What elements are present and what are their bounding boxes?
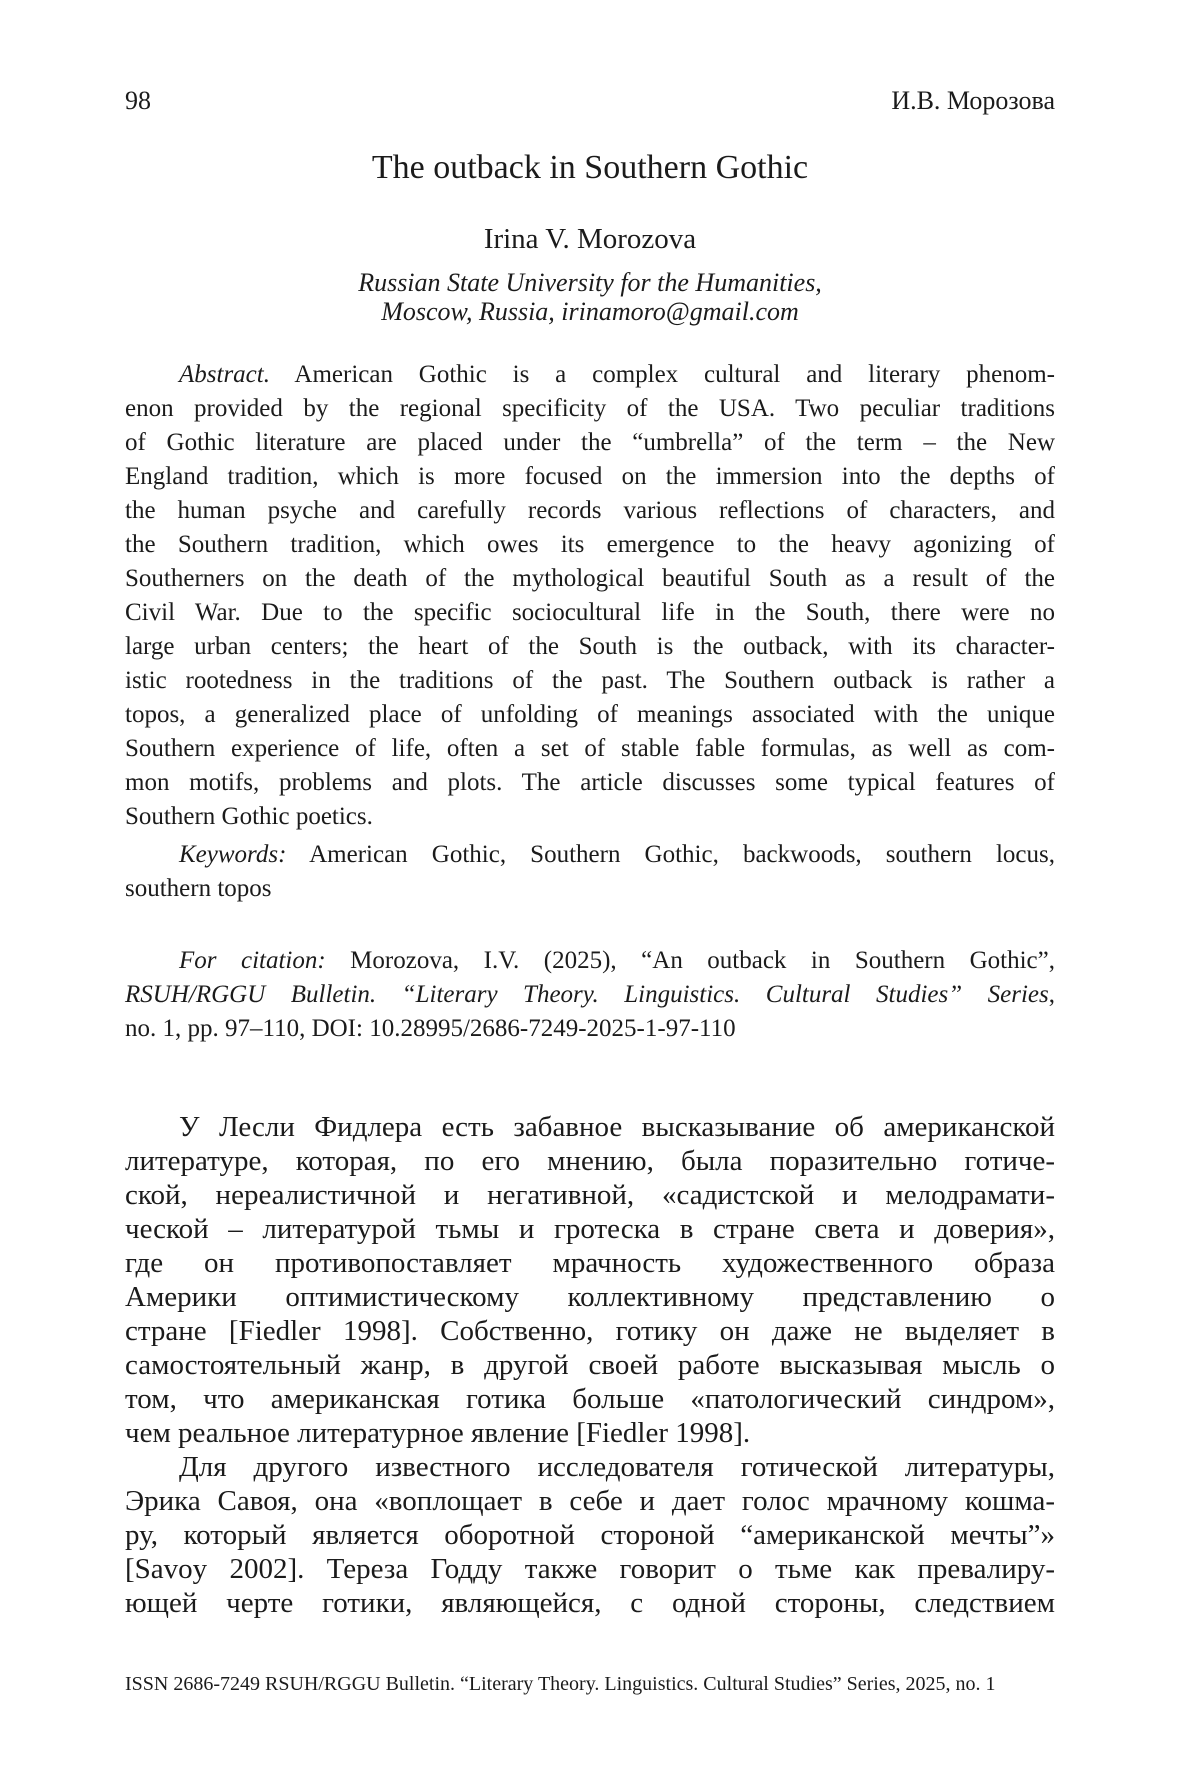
text-run: large urban centers; the heart of the South is the outback, with its character- (125, 633, 1055, 660)
text-run: Эрика Савоя, она «воплощает в себе и дает голос мрачному кошма- (125, 1485, 1055, 1517)
text-run: ской, нереалистичной и негативной, «садистской и мелодрамати- (125, 1179, 1055, 1211)
text-run: [Savoy 2002]. Тереза Годду также говорит о тьме как превалиру- (125, 1553, 1055, 1585)
text-line (125, 494, 1055, 528)
text-line (125, 1280, 1055, 1314)
italic-text-run: RSUH/RGGU Bulletin. “Literary Theory. Linguistics. Cultural Studies” Series (125, 981, 1049, 1008)
text-line (125, 1416, 1055, 1450)
text-line (125, 1144, 1055, 1178)
text-run: ющей черте готики, являющейся, с одной стороны, следствием (125, 1587, 1055, 1619)
text-line (125, 392, 1055, 426)
text-run: Southern Gothic poetics. (125, 803, 373, 830)
text-line (125, 1348, 1055, 1382)
text-run: of Gothic literature are placed under the “umbrella” of the term – the New (125, 429, 1055, 456)
page-content (125, 0, 1055, 1780)
text-run: England tradition, which is more focused on the immersion into the depths of (125, 463, 1055, 490)
text-run: American Gothic is a complex cultural and literary phenom- (269, 361, 1055, 388)
text-line (125, 1484, 1055, 1518)
text-line (125, 766, 1055, 800)
text-run: литературе, которая, по его мнению, была поразительно готиче- (125, 1145, 1055, 1177)
text-line (125, 1586, 1055, 1620)
text-run: topos, a generalized place of unfolding of meanings associated with the unique (125, 701, 1055, 728)
abstract-paragraph (125, 358, 1055, 834)
text-line (125, 1110, 1055, 1144)
text-line (125, 562, 1055, 596)
italic-text-run: Abstract. (179, 361, 270, 388)
text-run: Southern experience of life, often a set of stable fable formulas, as well as com- (125, 735, 1055, 762)
text-run: том, что американская готика больше «патологический синдром», (125, 1383, 1055, 1415)
author-name: Irina V. Morozova (483, 223, 697, 255)
text-line (125, 1382, 1055, 1416)
text-line (125, 732, 1055, 766)
text-run: mon motifs, problems and plots. The article discusses some typical features of (125, 769, 1055, 796)
text-line (125, 838, 1055, 872)
text-run: no. 1, pp. 97–110, DOI: 10.28995/2686-7249-2025-1-97-110 (125, 1015, 736, 1042)
text-line (125, 1518, 1055, 1552)
text-line (125, 698, 1055, 732)
text-line (125, 630, 1055, 664)
text-line (125, 1246, 1055, 1280)
running-head-author: И.В. Морозова (891, 86, 1055, 115)
affiliation-line-1: Russian State University for the Humanities, (358, 268, 822, 297)
italic-text-run: Keywords: (179, 841, 287, 868)
text-run: enon provided by the regional specificity of the USA. Two peculiar traditions (125, 395, 1055, 422)
text-run: , (1048, 981, 1055, 1008)
text-line (125, 426, 1055, 460)
text-line (125, 460, 1055, 494)
text-line (125, 1552, 1055, 1586)
text-run: Civil War. Due to the specific sociocultural life in the South, there were no (125, 599, 1055, 626)
text-run: the Southern tradition, which owes its emergence to the heavy agonizing of (125, 531, 1055, 558)
running-header (125, 86, 1055, 116)
text-run: где он противопоставляет мрачность художественного образа (125, 1247, 1055, 1279)
keywords-paragraph (125, 838, 1055, 906)
text-run: стране [Fiedler 1998]. Собственно, готику он даже не выделяет в (125, 1315, 1055, 1347)
affiliation-line-2: Moscow, Russia, irinamoro@gmail.com (381, 297, 799, 326)
citation-paragraph (125, 944, 1055, 1046)
text-run: American Gothic, Southern Gothic, backwoods, southern locus, (286, 841, 1055, 868)
text-run: istic rootedness in the traditions of the past. The Southern outback is rather a (125, 667, 1055, 694)
text-line (125, 1314, 1055, 1348)
text-run: чем реальное литературное явление [Fiedler 1998]. (125, 1417, 751, 1449)
text-line (125, 358, 1055, 392)
text-run: Для другого известного исследователя готической литературы, (179, 1451, 1055, 1483)
text-run: Америки оптимистическому коллективному представлению о (125, 1281, 1055, 1313)
text-run: ру, который является оборотной стороной “американской мечты”» (125, 1519, 1055, 1551)
page-number: 98 (125, 86, 151, 115)
text-line (125, 944, 1055, 978)
text-line (125, 1178, 1055, 1212)
text-line (125, 596, 1055, 630)
text-run: southern topos (125, 875, 272, 902)
text-line (125, 528, 1055, 562)
text-run: Southerners on the death of the mythological beautiful South as a result of the (125, 565, 1055, 592)
text-line (125, 664, 1055, 698)
text-line (125, 800, 1055, 834)
text-line (125, 872, 1055, 906)
text-line (125, 1012, 1055, 1046)
italic-text-run: For citation: (179, 947, 326, 974)
text-run: ческой – литературой тьмы и гротеска в стране света и доверия», (125, 1213, 1055, 1245)
text-run: У Лесли Фидлера есть забавное высказывание об американской (179, 1111, 1055, 1143)
text-run: Morozova, I.V. (2025), “An outback in Southern Gothic”, (325, 947, 1055, 974)
text-run: самостоятельный жанр, в другой своей работе высказывая мысль о (125, 1349, 1055, 1381)
article-title: The outback in Southern Gothic (371, 149, 809, 186)
body-text (125, 1110, 1055, 1620)
page-footer: ISSN 2686-7249 RSUH/RGGU Bulletin. “Literary Theory. Linguistics. Cultural Studies” Series, 2025, no. 1 (125, 1673, 996, 1695)
text-run: the human psyche and carefully records various reflections of characters, and (125, 497, 1055, 524)
text-line (125, 1212, 1055, 1246)
text-line (125, 1450, 1055, 1484)
text-line (125, 978, 1055, 1012)
